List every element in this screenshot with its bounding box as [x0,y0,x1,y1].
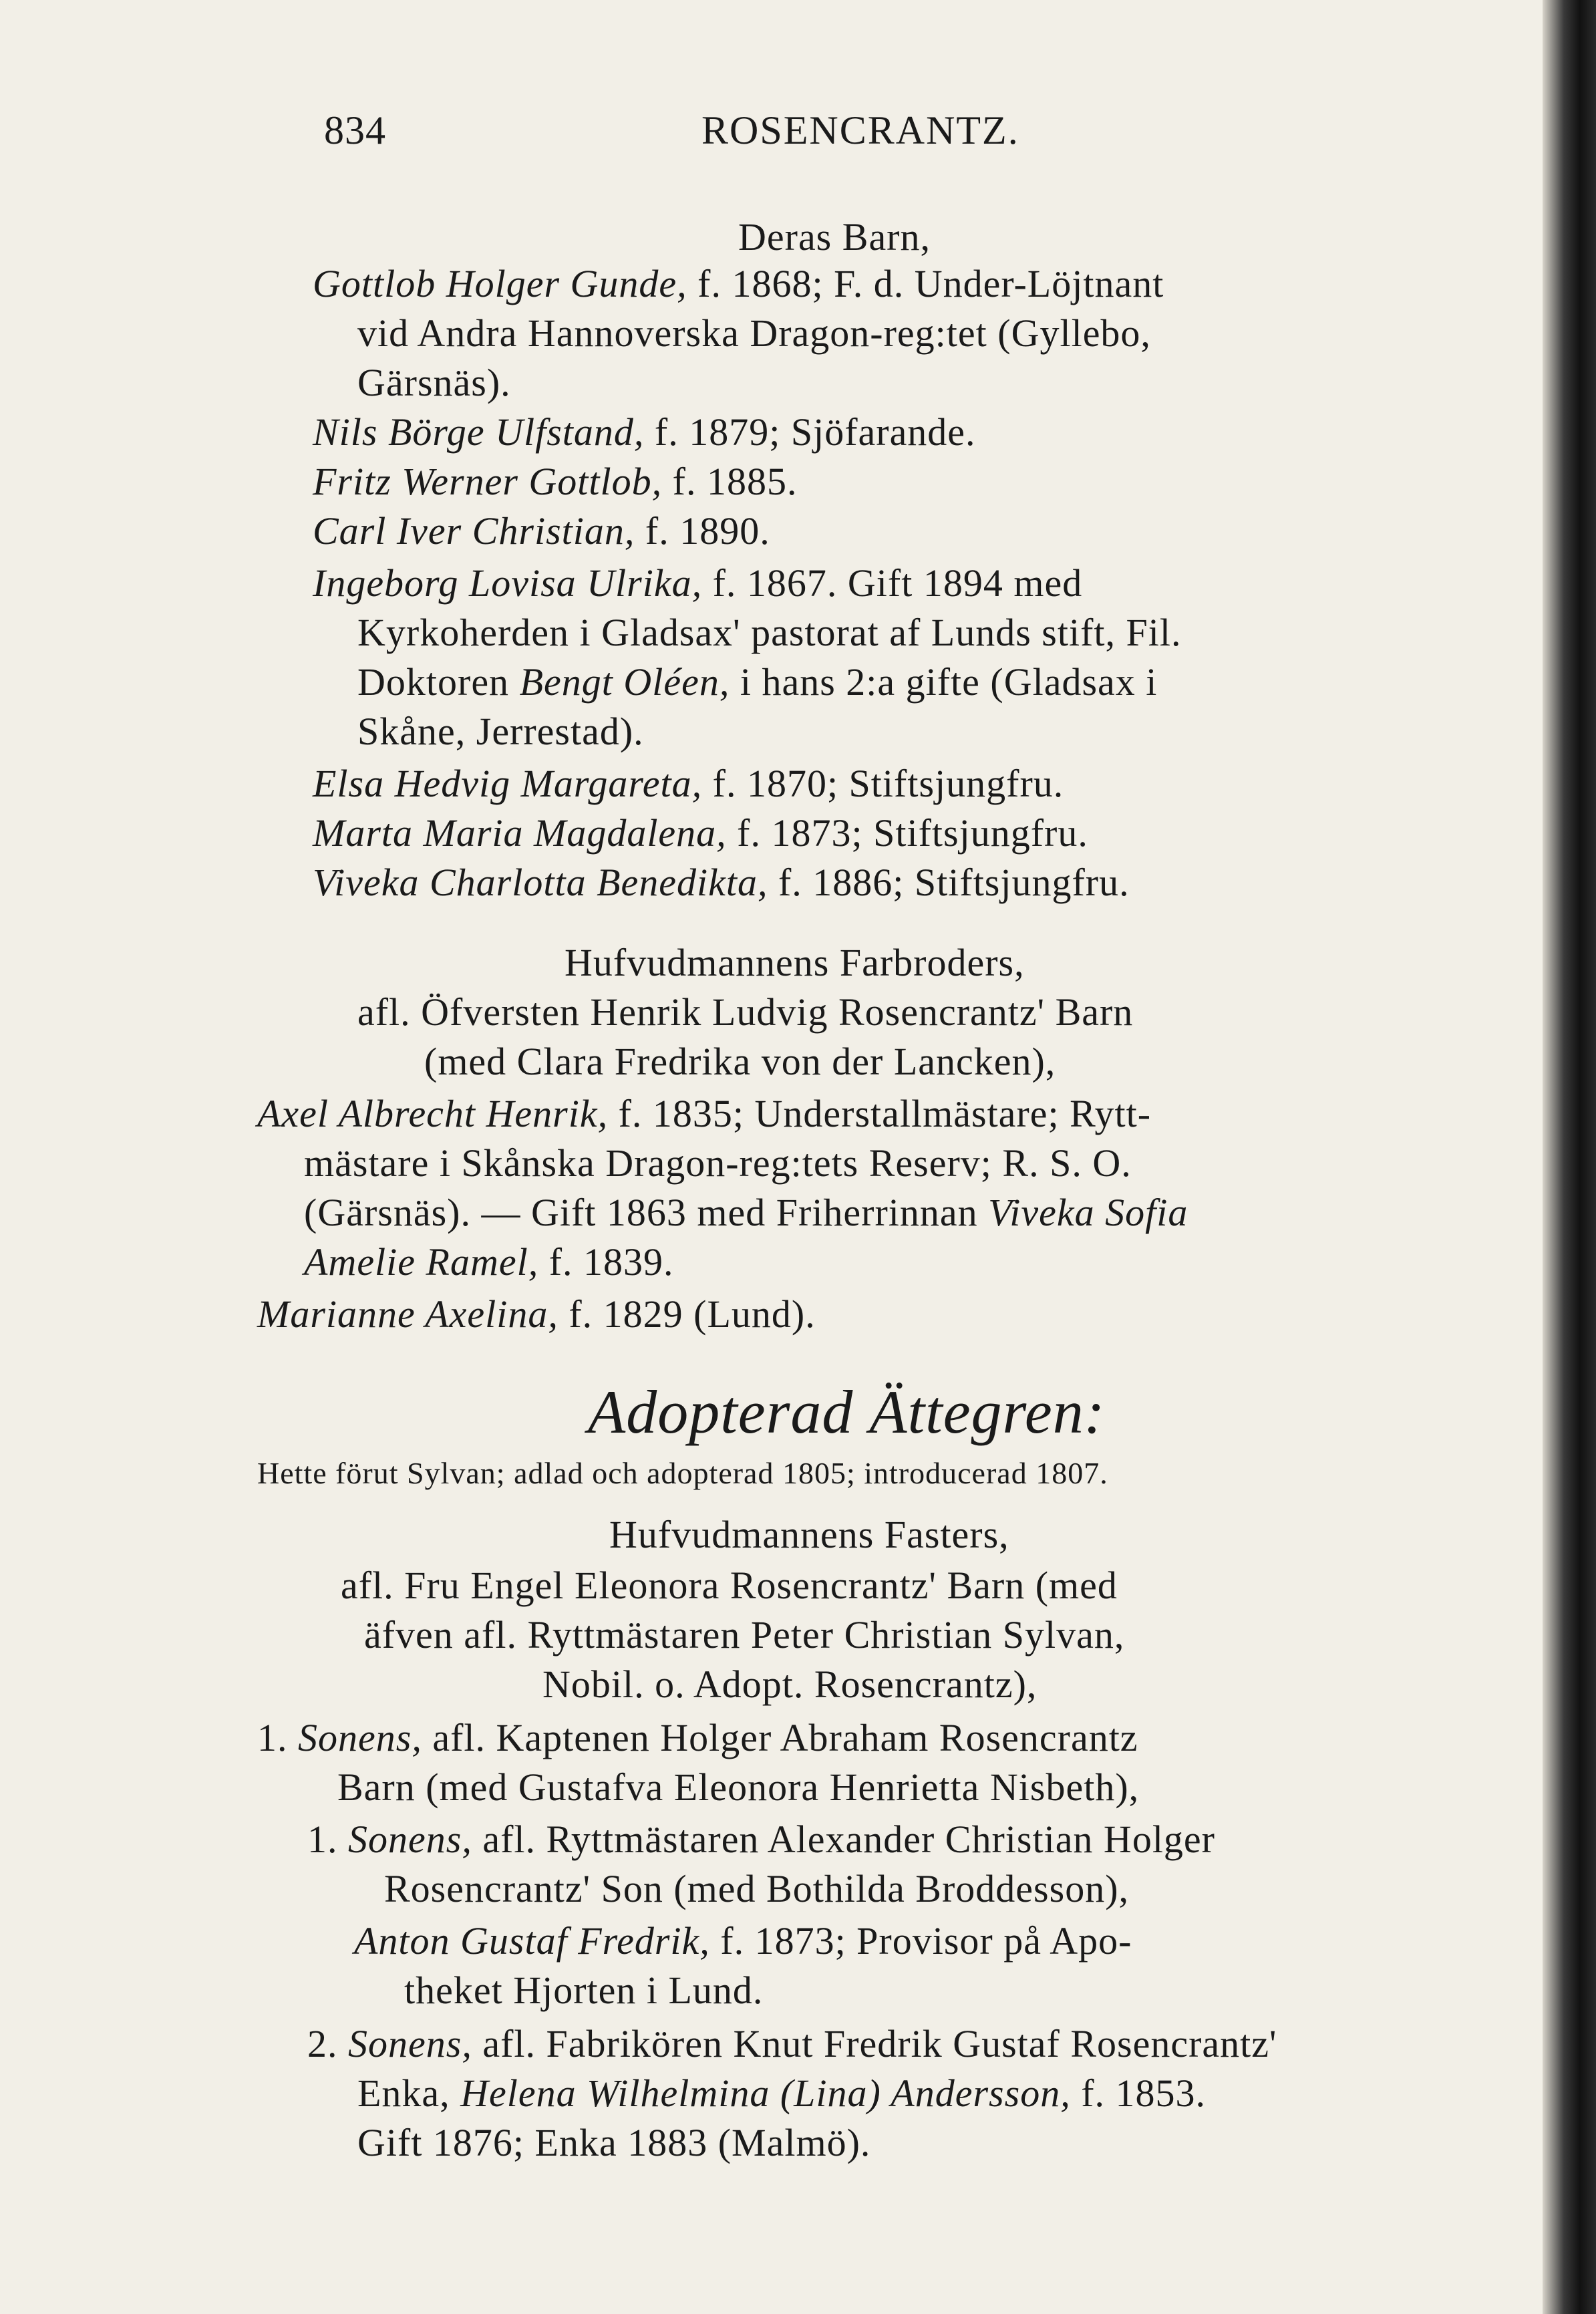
entry-line: afl. Öfversten Henrik Ludvig Rosencrantz' Barn [357,990,1134,1034]
entry-line: Doktoren Bengt Oléen, i hans 2:a gifte (Gladsax i [357,660,1158,704]
entry-line: Marta Maria Magdalena, f. 1873; Stiftsjungfru. [313,811,1088,855]
entry-line: Gottlob Holger Gunde, f. 1868; F. d. Under-Löjtnant [313,262,1164,305]
section-heading: Deras Barn, [738,215,931,259]
entry-line: 2. Sonens, afl. Fabrikören Knut Fredrik Gustaf Rosencrantz' [307,2022,1277,2065]
section-title: Adopterad Ättegren: [588,1378,1106,1446]
entry-line: Skåne, Jerrestad). [357,710,644,753]
entry-line: (med Clara Fredrika von der Lancken), [424,1040,1056,1083]
note-line: Hette förut Sylvan; adlad och adopterad 1805; introducerad 1807. [257,1456,1108,1490]
entry-line: Gift 1876; Enka 1883 (Malmö). [357,2121,871,2164]
entry-line: Barn (med Gustafva Eleonora Henrietta Nisbeth), [337,1765,1140,1809]
entry-line: Nils Börge Ulfstand, f. 1879; Sjöfarande. [313,410,976,454]
entry-line: Fritz Werner Gottlob, f. 1885. [313,460,798,503]
entry-line: (Gärsnäs). — Gift 1863 med Friherrinnan Viveka Sofia [304,1191,1188,1234]
entry-line: Ingeborg Lovisa Ulrika, f. 1867. Gift 1894 med [313,561,1083,605]
entry-line: 1. Sonens, afl. Kaptenen Holger Abraham Rosencrantz [257,1716,1138,1759]
entry-line: Viveka Charlotta Benedikta, f. 1886; Stiftsjungfru. [313,861,1130,904]
entry-line: Marianne Axelina, f. 1829 (Lund). [257,1292,816,1336]
entry-line: mästare i Skånska Dragon-reg:tets Reserv; R. S. O. [304,1141,1132,1185]
entry-line: Nobil. o. Adopt. Rosencrantz), [542,1662,1038,1706]
entry-line: 1. Sonens, afl. Ryttmästaren Alexander Christian Holger [307,1818,1215,1861]
entry-line: Gärsnäs). [357,361,511,404]
entry-line: Enka, Helena Wilhelmina (Lina) Andersson, f. 1853. [357,2071,1207,2115]
section-heading: Hufvudmannens Farbroders, [565,941,1025,984]
entry-line: Kyrkoherden i Gladsax' pastorat af Lunds stift, Fil. [357,611,1182,654]
page-number: 834 [324,108,386,152]
page-edge [1543,0,1596,2314]
entry-line: Elsa Hedvig Margareta, f. 1870; Stiftsjungfru. [313,762,1064,805]
entry-line: Axel Albrecht Henrik, f. 1835; Understallmästare; Rytt- [257,1092,1152,1135]
entry-line: Carl Iver Christian, f. 1890. [313,509,770,553]
entry-line: Anton Gustaf Fredrik, f. 1873; Provisor på Apo- [354,1919,1132,1963]
entry-line: Rosencrantz' Son (med Bothilda Broddesson), [384,1867,1130,1910]
section-heading: Hufvudmannens Fasters, [609,1513,1009,1556]
running-title: ROSENCRANTZ. [701,108,1019,152]
entry-line: äfven afl. Ryttmästaren Peter Christian Sylvan, [364,1613,1125,1656]
entry-line: theket Hjorten i Lund. [404,1969,764,2012]
entry-line: vid Andra Hannoverska Dragon-reg:tet (Gyllebo, [357,311,1151,355]
entry-line: Amelie Ramel, f. 1839. [304,1240,674,1284]
entry-line: afl. Fru Engel Eleonora Rosencrantz' Barn (med [341,1564,1118,1607]
